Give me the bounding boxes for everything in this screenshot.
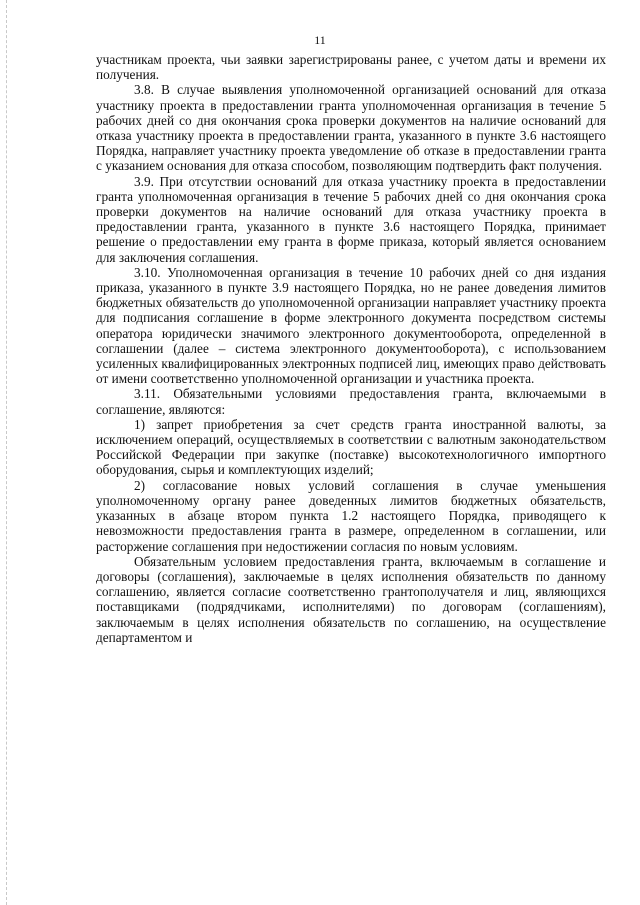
- paragraph-3-9: 3.9. При отсутствии оснований для отказа участнику проекта в предоставлении гранта уполномоченная организация в течение 5 рабочих дней со дня окончания срока проверки документов на наличие оснований для отказа участнику проекта в предоставлении гранта, указанного в пункте 3.6 настоящего Порядка, принимает решение о предоставлении ему гранта в форме приказа, который является основанием для заключения соглашения.: [96, 173, 606, 265]
- paragraph-3-11: 3.11. Обязательными условиями предоставления гранта, включаемыми в соглашение, являются:: [96, 386, 606, 417]
- paragraph-3-10: 3.10. Уполномоченная организация в течение 10 рабочих дней со дня издания приказа, указанного в пункте 3.9 настоящего Порядка, но не ранее доведения лимитов бюджетных обязательств до уполномоченной организации направляет участнику проекта для подписания соглашение в форме электронного документа посредством системы оператора юридически значимого электронного документооборота, определенной в соглашении (далее – система электронного документооборота), с использованием усиленных квалифицированных электронных подписей лиц, имеющих право действовать от имени соответственно уполномоченной организации и участника проекта.: [96, 264, 606, 387]
- paragraph-3-8: 3.8. В случае выявления уполномоченной организацией оснований для отказа участнику проекта в предоставлении гранта уполномоченная организация в течение 5 рабочих дней со дня окончания срока проверки документов на наличие оснований для отказа участнику проекта в предоставлении гранта, указанного в пункте 3.6 настоящего Порядка, направляет участнику проекта уведомление об отказе в предоставлении гранта с указанием основания для отказа способом, позволяющим подтвердить факт получения.: [96, 82, 606, 174]
- list-item-2: 2) согласование новых условий соглашения в случае уменьшения уполномоченному органу ранее доведенных лимитов бюджетных обязательств, указанных в абзаце втором пункта 1.2 настоящего Порядка, приводящего к невозможности предоставления гранта в размере, определенном в соглашении, или расторжение соглашения при недостижении согласия по новым условиям.: [96, 477, 606, 554]
- document-body: [96, 52, 606, 645]
- paragraph-obligatory-condition: Обязательным условием предоставления гранта, включаемым в соглашение и договоры (соглашения), заключаемые в целях исполнения обязательств по данному соглашению, является согласие соответственно грантополучателя и лиц, являющихся поставщиками (подрядчиками, исполнителями) по договорам (соглашениям), заключаемым в целях исполнения обязательств по соглашению, на осуществление департаментом и: [96, 553, 606, 645]
- page-number: 11: [314, 33, 326, 47]
- paragraph-continuation: участникам проекта, чьи заявки зарегистрированы ранее, с учетом даты и времени их получения.: [96, 52, 606, 83]
- list-item-1: 1) запрет приобретения за счет средств гранта иностранной валюты, за исключением операций, осуществляемых в соответствии с валютным законодательством Российской Федерации при закупке (поставке) высокотехнологичного импортного оборудования, сырья и комплектующих изделий;: [96, 416, 606, 478]
- page-edge-dashed-line: [6, 0, 7, 905]
